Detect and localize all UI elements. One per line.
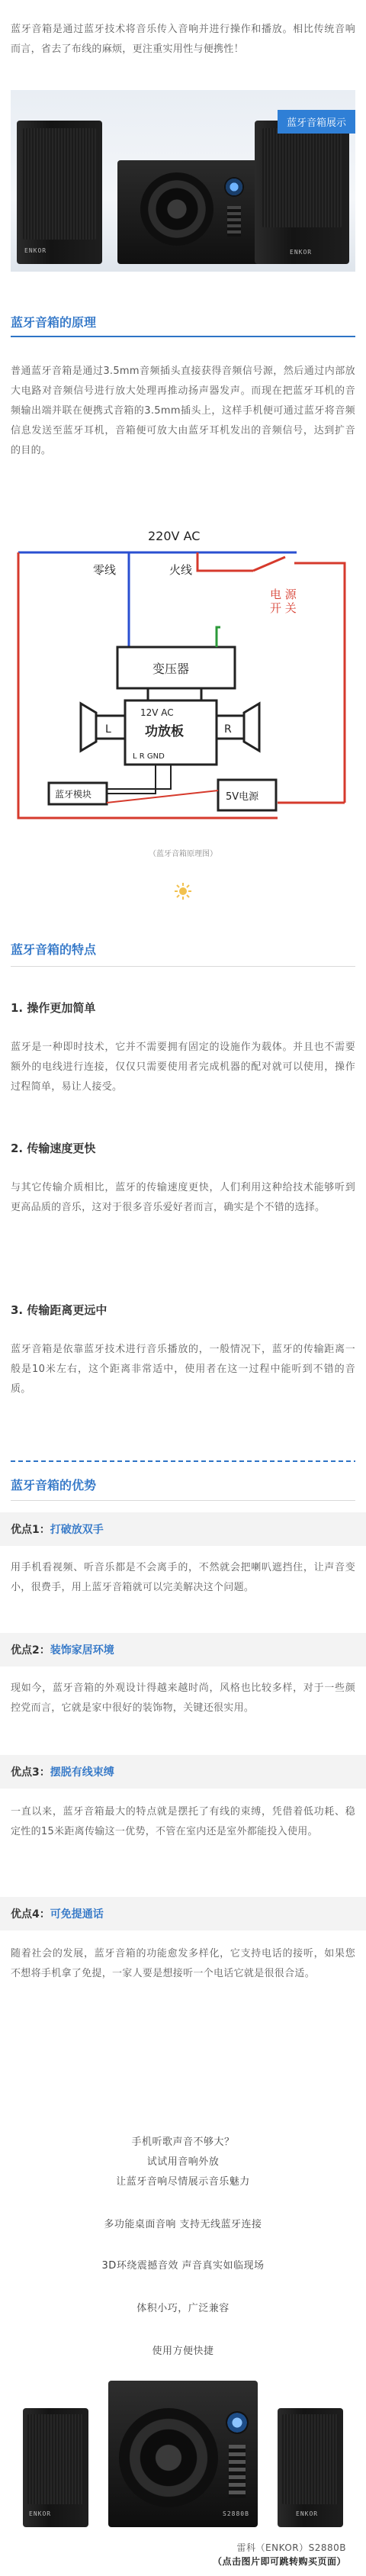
advantage-heading-3 — [11, 1764, 114, 1779]
transformer-label: 变压器 — [152, 662, 190, 676]
section-rule — [11, 1500, 355, 1501]
amp-pins-label: L R GND — [133, 752, 165, 761]
amp-voltage-label: 12V AC — [140, 707, 174, 718]
psu-label: 5V电源 — [226, 791, 259, 803]
brand-mark-left: ENKOR — [29, 2510, 52, 2517]
neutral-label: 零线 — [93, 563, 117, 577]
diagram-caption: （蓝牙音箱原理图） — [149, 850, 217, 858]
brand-mark-left: ENKOR — [24, 247, 47, 254]
supply-label: 220V AC — [148, 529, 201, 543]
poster-subwoofer — [108, 2381, 258, 2527]
advantage-title: 摆脱有线束缚 — [50, 1766, 114, 1779]
brand-mark-right: ENKOR — [290, 249, 313, 256]
subwoofer — [117, 160, 262, 264]
left-speaker — [17, 121, 102, 264]
advantage-title: 装饰家居环境 — [50, 1644, 114, 1657]
feature-text-2: 与其它传输介质相比，蓝牙的传输速度更快，人们利用这种给技术能够听到更高品质的音乐，这对于很多音乐爱好者而言，确实是个不错的选择。 — [11, 1182, 355, 1213]
advantage-title: 可免提通话 — [50, 1908, 104, 1921]
switch-label-1: 电 源 — [270, 588, 297, 601]
poster-speaker-photo[interactable] — [18, 2378, 348, 2530]
section-title-features: 蓝牙音箱的特点 — [11, 942, 97, 957]
volume-knob — [226, 2411, 249, 2434]
section-title-advantages: 蓝牙音箱的优势 — [11, 1478, 97, 1492]
dotted-rule — [11, 1460, 355, 1462]
speaker-right-label: R — [224, 723, 232, 736]
live-wire — [197, 552, 253, 571]
poster-line-2: 试试用音响外放 — [146, 2156, 220, 2168]
advantage-text-3: 一直以来，蓝牙音箱最大的特点就是摆托了有线的束缚，凭借着低功耗、稳定性的15米距离传输这一优势，不管在室内还是室外都能投入使用。 — [11, 1806, 355, 1837]
advantage-label: 优点2： — [11, 1644, 50, 1657]
advantage-label: 优点3： — [11, 1766, 50, 1779]
speaker-left-cone — [81, 704, 96, 751]
feature-heading-2: 2. 传输速度更快 — [11, 1141, 96, 1155]
feature-heading-1: 1. 操作更加简单 — [11, 1001, 96, 1015]
model-mark: S2880B — [223, 2510, 249, 2517]
feature-text-3: 蓝牙音箱是依靠蓝牙技术进行音乐播放的，一般情况下，蓝牙的传输距离一般是10米左右，这个距离非常适中，使用者在这一过程中能听到不错的音质。 — [11, 1344, 355, 1395]
switch-label-2: 开 关 — [270, 601, 297, 615]
poster-right-speaker — [278, 2408, 343, 2527]
bt-module-label: 蓝牙模块 — [55, 789, 92, 800]
advantage-text-2: 现如今，蓝牙音箱的外观设计得越来越时尚，风格也比较多样，对于一些颜控党而言，它就是家中很好的装饰物，关键还很实用。 — [11, 1682, 355, 1714]
poster-line-7: 使用方便快捷 — [152, 2346, 214, 2357]
principle-text: 普通蓝牙音箱是通过3.5mm音频插头直接获得音频信号源，然后通过内部放大电路对音频信号进行放大处理再推动扬声器发声。而现在把蓝牙耳机的音频输出端并联在便携式音箱的3.5mm插头上，这样手机便可通过蓝牙将音频信息发送至蓝牙耳机，音箱便可放大由蓝牙耳机发出的音频信号，达到扩音的目的。 — [11, 365, 355, 456]
speaker-right-cone — [244, 704, 259, 751]
product-poster[interactable] — [11, 2080, 355, 2568]
feature-text-1: 蓝牙是一种即时技术，它并不需要拥有固定的设施作为载体。并且也不需要额外的电线进行连接，仅仅只需要使用者完成机器的配对就可以使用，操作过程简单，易让人接受。 — [11, 1042, 355, 1093]
advantage-text-4: 随着社会的发展，蓝牙音箱的功能愈发多样化，它支持电话的接听，如果您不想将手机拿了免提，一家人要是想接听一个电话它就是很很合适。 — [11, 1948, 355, 1979]
brand-mark-right: ENKOR — [296, 2510, 319, 2517]
advantage-heading-4 — [11, 1906, 104, 1921]
section-rule — [11, 336, 355, 337]
amp-label: 功放板 — [145, 724, 184, 739]
feature-heading-3: 3. 传输距离更远中 — [11, 1303, 108, 1317]
circuit-diagram — [11, 513, 355, 833]
volume-knob — [224, 177, 244, 197]
switch-contact — [253, 557, 285, 571]
advantage-label: 优点4： — [11, 1908, 50, 1921]
poster-left-speaker — [23, 2408, 88, 2527]
photo-tag: 蓝牙音箱展示 — [278, 110, 355, 134]
advantage-label: 优点1： — [11, 1524, 50, 1536]
sun-icon — [174, 882, 192, 900]
product-photo-speakers — [11, 90, 355, 272]
poster-line-4: 多功能桌面音响 支持无线蓝牙连接 — [104, 2219, 262, 2230]
poster-line-6: 体积小巧，广泛兼容 — [136, 2303, 230, 2314]
section-title-principle: 蓝牙音箱的原理 — [11, 315, 97, 330]
poster-line-5: 3D环绕震撼音效 声音真实如临现场 — [101, 2260, 265, 2272]
poster-line-3: 让蓝牙音响尽情展示音乐魅力 — [116, 2176, 250, 2188]
speaker-left-label: L — [105, 723, 111, 736]
advantage-text-1: 用手机看视频、听音乐都是不会离手的，不然就会把喇叭遮挡住，让声音变小，很费手，用上蓝牙音箱就可以完美解决这个问题。 — [11, 1562, 355, 1593]
section-rule — [11, 966, 355, 967]
poster-line-1: 手机听歌声音不够大？ — [131, 2136, 235, 2148]
intro-text: 蓝牙音箱是通过蓝牙技术将音乐传入音响并进行操作和播放。相比传统音响而言，省去了布线的麻烦，更注重实用性与便携性！ — [11, 24, 355, 55]
live-label: 火线 — [169, 563, 193, 577]
poster-link-hint[interactable]: （点击图片即可跳转购买页面） — [212, 2556, 346, 2567]
poster-caption: 雷科（ENKOR）S2880B — [236, 2542, 346, 2553]
advantage-heading-2 — [11, 1642, 114, 1657]
advantage-title: 打破放双手 — [50, 1524, 104, 1536]
right-speaker — [255, 121, 349, 264]
advantage-heading-1 — [11, 1521, 104, 1537]
